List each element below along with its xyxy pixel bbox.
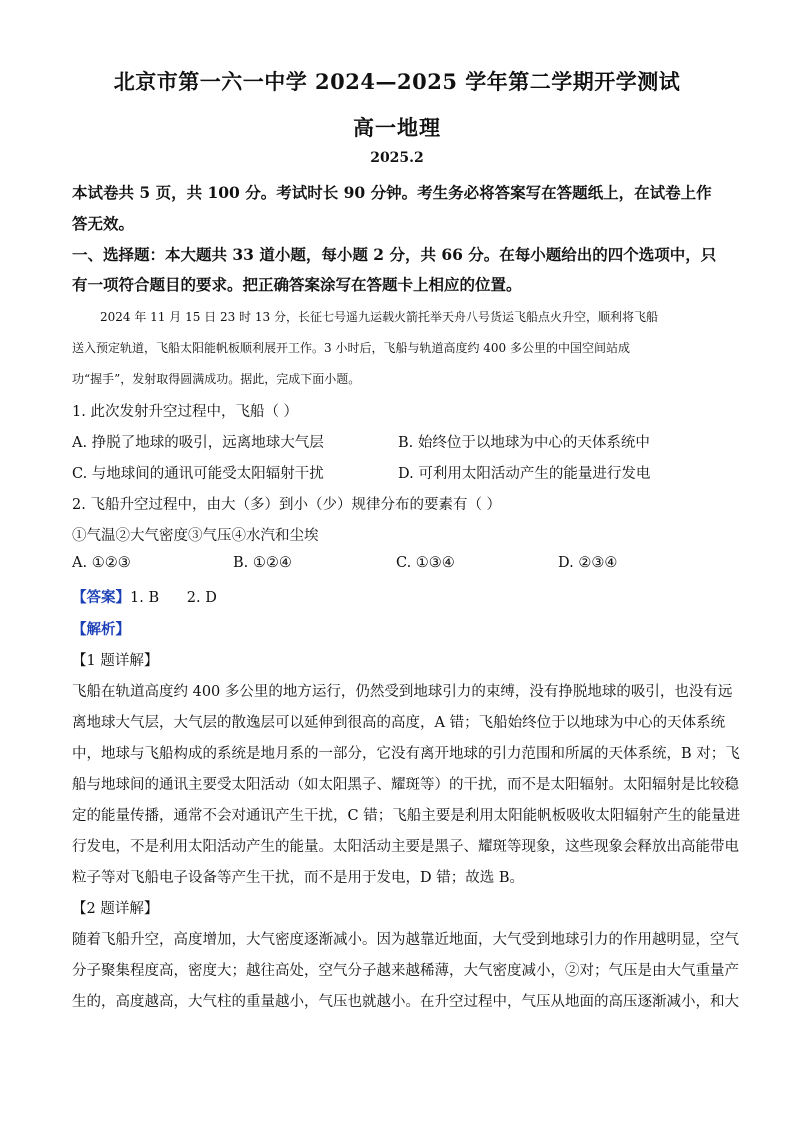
subject-title: 高一地理 bbox=[353, 115, 441, 140]
section-heading-line-1: 一、选择题：本大题共 33 道小题，每小题 2 分，共 66 分。在每小题给出的四个选项中，只 bbox=[72, 245, 717, 264]
answer-text: 1. B 2. D bbox=[130, 590, 217, 606]
question-1-option-c: C. 与地球间的通讯可能受太阳辐射干扰 bbox=[72, 466, 324, 482]
exam-date: 2025.2 bbox=[370, 150, 424, 166]
answer-tag: 【答案】 bbox=[72, 589, 130, 606]
section-heading-line-2: 有一项符合题目的要求。把正确答案涂写在答题卡上相应的位置。 bbox=[72, 275, 522, 294]
q1-detail-line: 中，地球与飞船构成的系统是地月系的一部分，它没有离开地球的引力范围和所属的天体系统，B 对；飞 bbox=[72, 746, 740, 762]
q2-detail-line: 分子聚集程度高，密度大；越往高处，空气分子越来越稀薄，大气密度减小，②对；气压是由大气重量产 bbox=[72, 963, 739, 979]
question-1-stem: 1. 此次发射升空过程中，飞船（ ） bbox=[72, 404, 299, 420]
question-2-items: ①气温②大气密度③气压④水汽和尘埃 bbox=[72, 528, 319, 544]
question-1-option-b: B. 始终位于以地球为中心的天体系统中 bbox=[398, 435, 650, 451]
question-2-option-c: C. ①③④ bbox=[396, 555, 455, 571]
exam-title: 北京市第一六一中学 2024—2025 学年第二学期开学测试 bbox=[113, 69, 681, 94]
question-1-option-a: A. 挣脱了地球的吸引，远离地球大气层 bbox=[72, 435, 324, 451]
instructions-line-1: 本试卷共 5 页，共 100 分。考试时长 90 分钟。考生务必将答案写在答题纸上，在试卷上作 bbox=[72, 183, 712, 202]
question-2-option-a: A. ①②③ bbox=[72, 555, 131, 571]
q2-detail-heading: 【2 题详解】 bbox=[72, 901, 159, 917]
answer-line bbox=[72, 586, 722, 607]
analysis-tag: 【解析】 bbox=[72, 621, 130, 638]
q1-detail-line: 定的能量传播，通常不会对通讯产生干扰，C 错；飞船主要是利用太阳能帆板吸收太阳辐射产生的能量进 bbox=[72, 808, 741, 824]
question-2-stem: 2. 飞船升空过程中，由大（多）到小（少）规律分布的要素有（ ） bbox=[72, 497, 502, 513]
passage-line-2: 送入预定轨道，飞船太阳能帆板顺利展开工作。3 小时后，飞船与轨道高度约 400 多公里的中国空间站成 bbox=[72, 341, 630, 355]
q2-detail-line: 生的，高度越高，大气柱的重量越小，气压也就越小。在升空过程中，气压从地面的高压逐渐减小，和大 bbox=[72, 994, 739, 1010]
q1-detail-line: 飞船在轨道高度约 400 多公里的地方运行，仍然受到地球引力的束缚，没有挣脱地球的吸引，也没有远 bbox=[72, 684, 733, 700]
q1-detail-line: 粒子等对飞船电子设备等产生干扰，而不是用于发电，D 错；故选 B。 bbox=[72, 870, 524, 886]
passage-line-3: 功“握手”，发射取得圆满成功。据此，完成下面小题。 bbox=[72, 372, 361, 386]
question-1-option-d: D. 可利用太阳活动产生的能量进行发电 bbox=[398, 466, 651, 482]
instructions-line-2: 答无效。 bbox=[72, 214, 135, 233]
q1-detail-line: 离地球大气层，大气层的散逸层可以延伸到很高的高度，A 错；飞船始终位于以地球为中心的天体系统 bbox=[72, 715, 726, 731]
q2-detail-line: 随着飞船升空，高度增加，大气密度逐渐减小。因为越靠近地面，大气受到地球引力的作用越明显，空气 bbox=[72, 932, 739, 948]
question-2-option-d: D. ②③④ bbox=[558, 555, 618, 571]
q1-detail-line: 船与地球间的通讯主要受太阳活动（如太阳黑子、耀斑等）的干扰，而不是太阳辐射。太阳辐射是比较稳 bbox=[72, 777, 739, 793]
q1-detail-heading: 【1 题详解】 bbox=[72, 653, 159, 669]
passage-line-1: 2024 年 11 月 15 日 23 时 13 分，长征七号遥九运载火箭托举天舟八号货运飞船点火升空，顺利将飞船 bbox=[100, 310, 658, 324]
analysis-tag-line bbox=[72, 618, 722, 639]
question-2-option-b: B. ①②④ bbox=[233, 555, 292, 571]
q1-detail-line: 行发电，不是利用太阳活动产生的能量。太阳活动主要是黑子、耀斑等现象，这些现象会释放出高能带电 bbox=[72, 839, 739, 855]
